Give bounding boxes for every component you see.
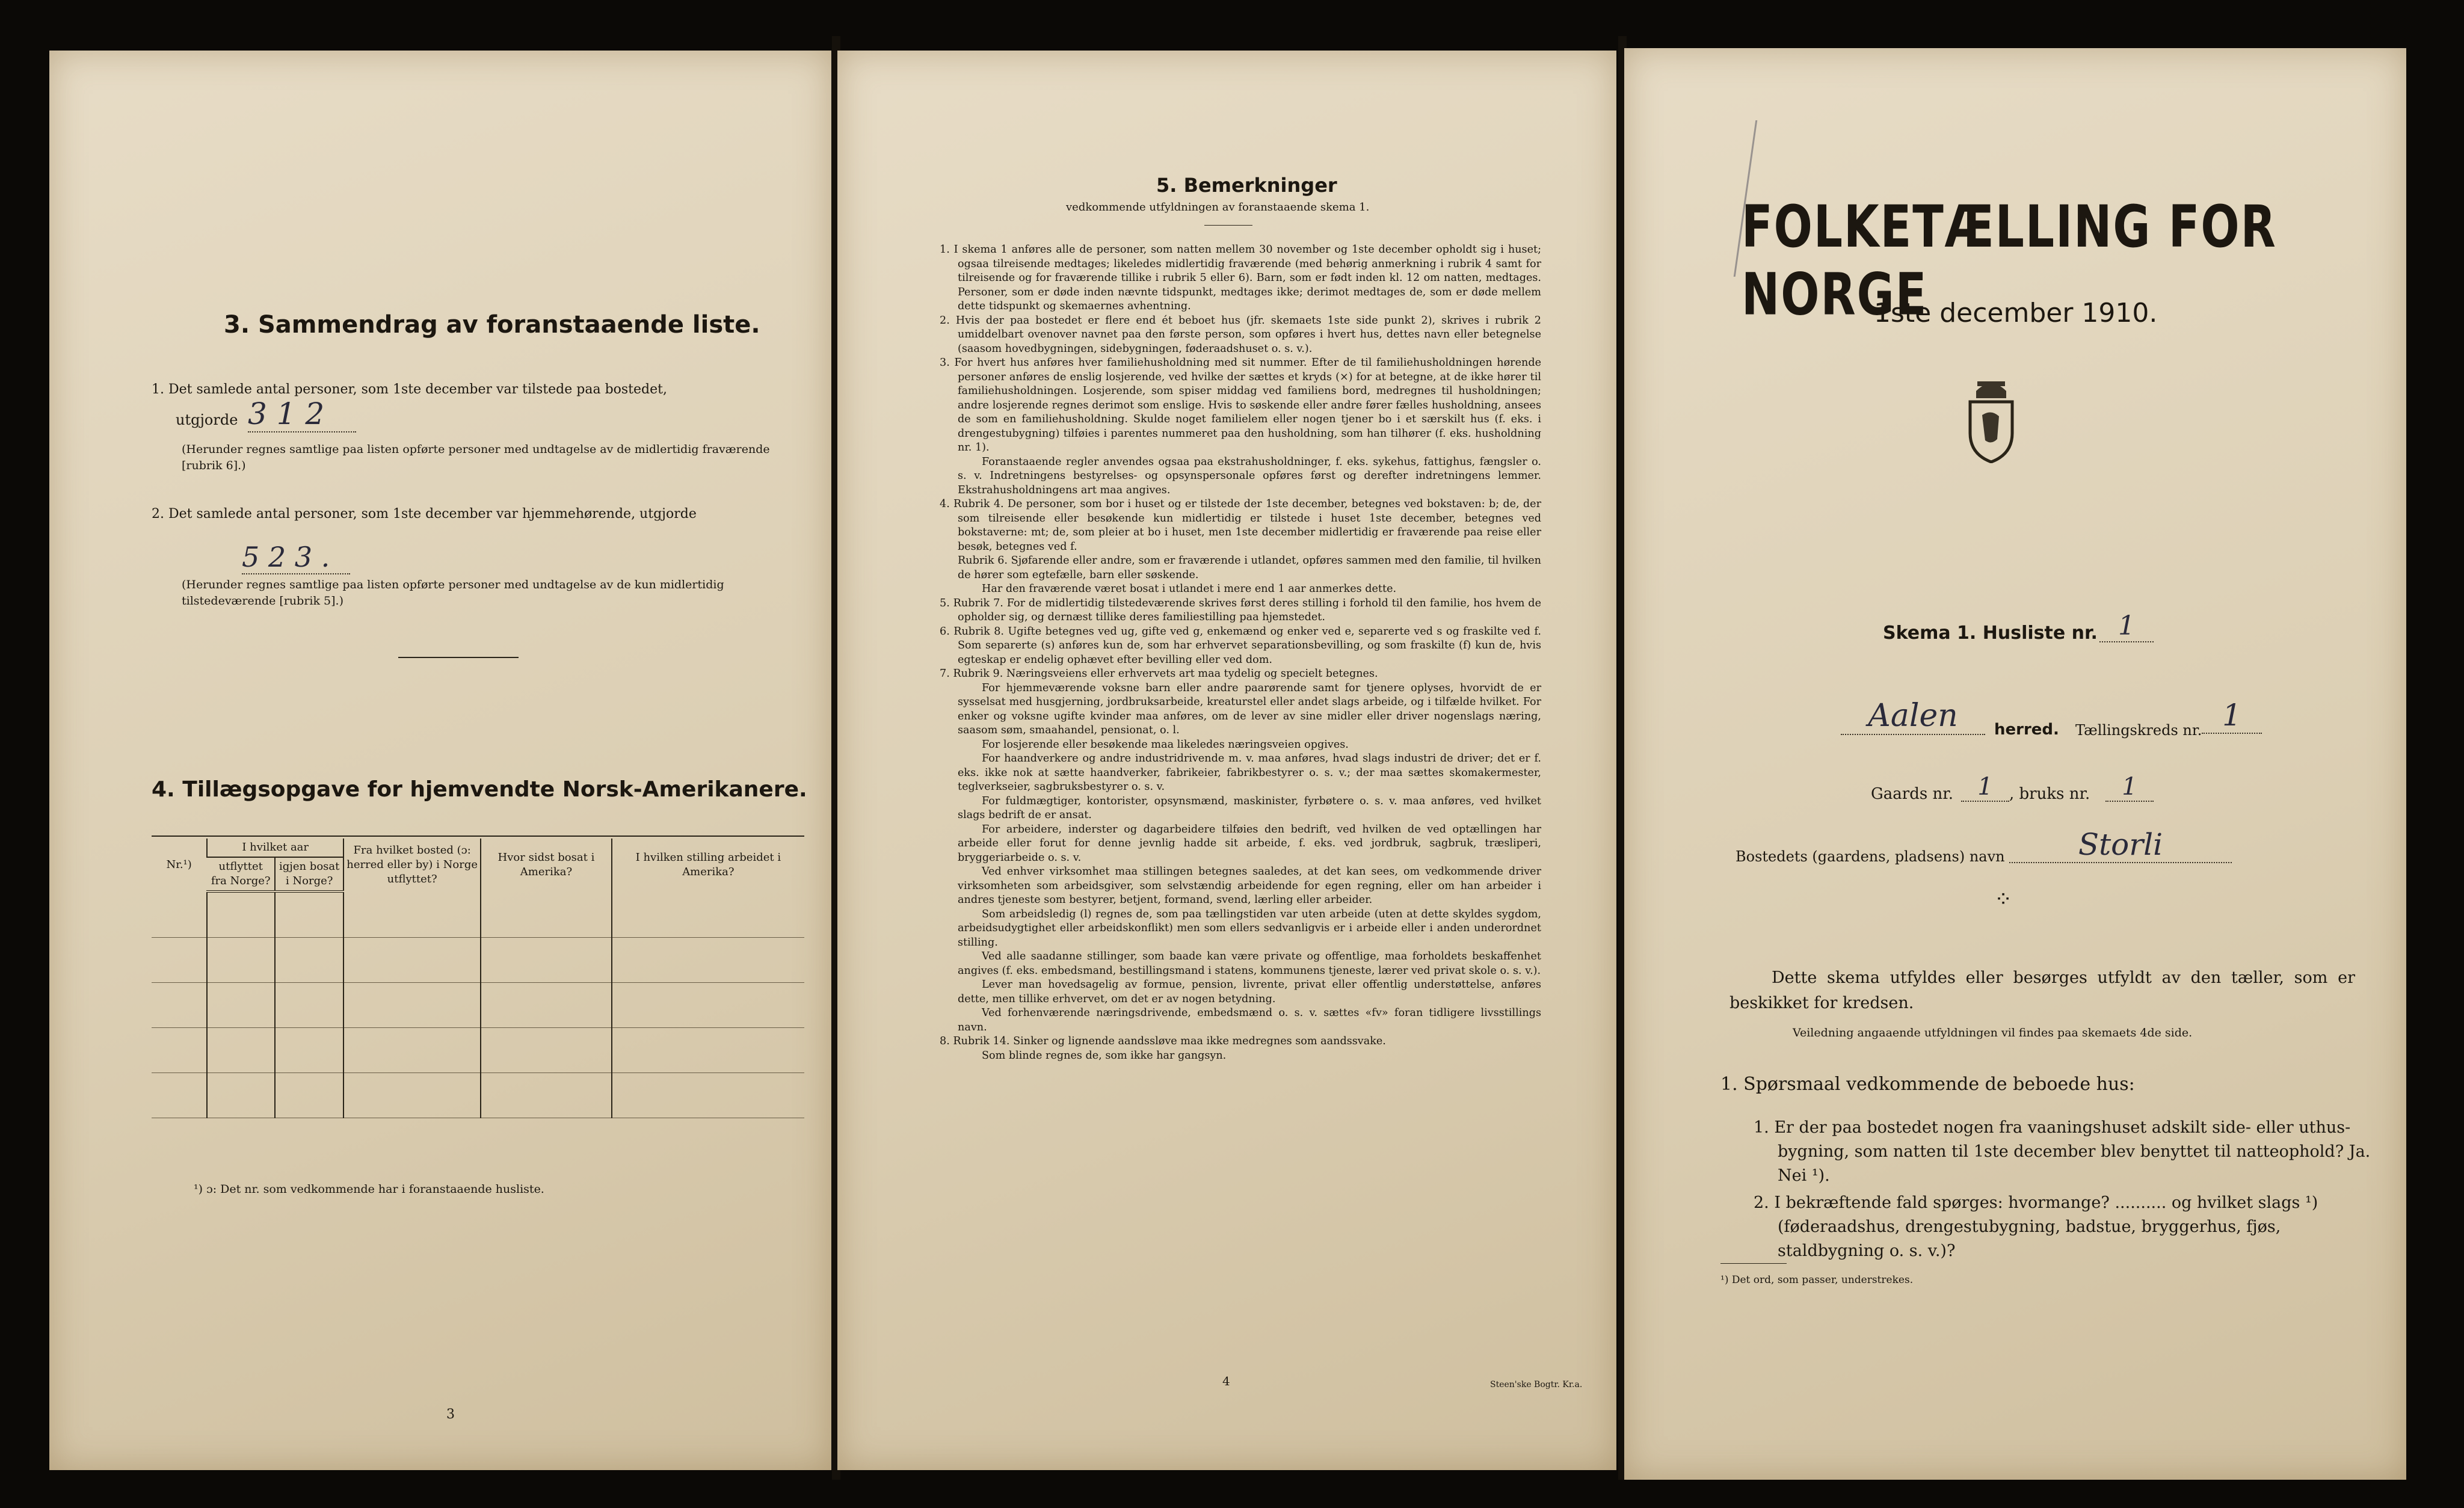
q2-note: (Herunder regnes samtlige paa listen opførte personer med undtagelse av de kun midlertidig tilstedeværende [rubrik 5].) bbox=[182, 578, 724, 608]
note-7h: Ved alle saadanne stillinger, som baade kan være private og offentlige, maa forholdets beskaffenhet angives (f. eks. embedsmand, bestillingsmand i statens, kommunens tjeneste, lærer ved privat skole o. s. v.). bbox=[958, 950, 1541, 977]
page-number-3: 3 bbox=[446, 1407, 455, 1422]
note-8b: Som blinde regnes de, som ikke har gangsyn. bbox=[982, 1049, 1227, 1062]
table-row bbox=[152, 983, 804, 1028]
note-7j: Ved forhenværende næringsdrivende, embedsmænd o. s. v. sættes «fv» foran tidligere livsstillings navn. bbox=[958, 1007, 1541, 1033]
q1-handwritten-value: 3 1 2 bbox=[248, 396, 356, 432]
bemerkninger-title: 5. Bemerkninger bbox=[1156, 174, 1337, 197]
note-5: 5. Rubrik 7. For de midlertidig tilstedeværende skrives først deres stilling i forhold til den familie, hos hvem de opholder sig, og dernæst tillike deres familiestilling paa hjemstedet. bbox=[940, 597, 1541, 623]
footnote-rule bbox=[1720, 1263, 1787, 1264]
cover-page bbox=[1624, 48, 2406, 1480]
section-3-title: 3. Sammendrag av foranstaaende liste. bbox=[224, 311, 760, 339]
note-3: 3. For hvert hus anføres hver familiehusholdning med sit nummer. Efter de til familiehusholdningen hørende personer anføres de enslig losjerende, ved hvilke der sættes et kryds (×) for at betegne, at de ikke hører til familiehusholdningen. Losjerende, som spiser middag ved familiens bord, medregnes til husholdningen; andre losjerende regnes derimot som enslige. Hvis to søskende eller andre fører fælles husholdning, ansees de som en familiehusholdning. Skulde noget familielem eller nogen tjener bo i et særskilt hus (f. eks. i drengestubygning) tilføies i parentes nummeret paa den husholdning, som han tilhører (f. eks. husholdning nr. 1). bbox=[940, 357, 1541, 454]
table-footnote: ¹) ɔ: Det nr. som vedkommende har i foranstaaende husliste. bbox=[194, 1183, 544, 1196]
table-row bbox=[152, 938, 804, 983]
short-rule bbox=[1204, 225, 1252, 226]
bruks-value: 1 bbox=[2105, 773, 2154, 802]
note-3b: Foranstaaende regler anvendes ogsaa paa ekstrahusholdninger, f. eks. sykehus, fattighus, fængsler o. s. v. Indretningens bestyrelses- og opsynspersonale opføres først og derefter indretningens lemmer. Ekstrahusholdningens art maa angives. bbox=[958, 455, 1541, 496]
col-fra-bosted: Fra hvilket bosted (ɔ: herred eller by) i Norge utflyttet? bbox=[343, 839, 481, 891]
kreds-label: Tællingskreds nr. bbox=[2075, 722, 2202, 739]
question-2: 2. I bekræftende fald spørges: hvormange? .......... og hvilket slags ¹) (føderaadshus, drengestubygning, badstue, bryggerhus, fjøs, staldbygning o. s. v.)? bbox=[1754, 1193, 2318, 1260]
bosted-value: Storli bbox=[2009, 827, 2232, 863]
ornament-icon: ⁘ bbox=[1994, 887, 2013, 912]
skema-label: Skema 1. Husliste nr. bbox=[1883, 623, 2098, 644]
bosted-label: Bostedets (gaardens, pladsens) navn bbox=[1736, 848, 2005, 865]
note-4b: Rubrik 6. Sjøfarende eller andre, som er fraværende i utlandet, opføres sammen med den familie, til hvilken de hører som egtefælle, barn eller søskende. bbox=[958, 555, 1541, 581]
section-4-title: 4. Tillægsopgave for hjemvendte Norsk-Amerikanere. bbox=[152, 777, 807, 802]
cover-title: FOLKETÆLLING FOR NORGE bbox=[1742, 192, 2277, 328]
kreds-value: 1 bbox=[2202, 698, 2262, 734]
q2-handwritten-value: 5 2 3 . bbox=[242, 541, 350, 574]
note-7b: For losjerende eller besøkende maa likeledes næringsveien opgives. bbox=[982, 738, 1349, 751]
table-row bbox=[152, 891, 804, 938]
page-4-bemerkninger bbox=[837, 51, 1616, 1470]
husliste-nr-value: 1 bbox=[2099, 611, 2154, 642]
note-7: 7. Rubrik 9. Næringsveiens eller erhvervets art maa tydelig og specielt betegnes. bbox=[940, 668, 1378, 680]
note-7c: For haandverkere og andre industridrivende m. v. maa anføres, hvad slags industri de driver; det er f. eks. ikke nok at sætte haandverker, fabrikeier, fabrikbestyrer o. s. v.; der maa sættes skomakermester, teglverkseier, sagbruksbestyrer o. s. v. bbox=[958, 752, 1541, 793]
cover-intro: Dette skema utfyldes eller besørges utfyldt av den tæller, som er beskikket for kredsen. bbox=[1729, 968, 2355, 1012]
cover-date: 1ste december 1910. bbox=[1874, 298, 2158, 328]
col-sidst-bosat: Hvor sidst bosat i Amerika? bbox=[481, 839, 612, 891]
note-4: 4. Rubrik 4. De personer, som bor i huset og er tilstede der 1ste december, betegnes ved bokstaven: b; de, der som tilreisende eller besøkende kun midlertidig er tilstede i huset 1ste december, betegnes ved bokstaverne: mt; de, som pleier at bo i huset, men 1ste december midlertidig er fraværende paa reise eller besøk, betegnes ved f. bbox=[940, 498, 1541, 553]
note-7f: Ved enhver virksomhet maa stillingen betegnes saaledes, at det kan sees, om vedkommende driver virksomheten som arbeidsgiver, som selvstændig arbeidende for egen regning, eller om han arbeider i andres tjeneste som bestyrer, betjent, formand, svend, lærling eller arbeider. bbox=[958, 866, 1541, 906]
col-bosat: igjen bosat i Norge? bbox=[275, 857, 343, 891]
bemerkninger-body bbox=[940, 243, 1541, 1063]
bemerkninger-subtitle: vedkommende utfyldningen av foranstaaende skema 1. bbox=[1066, 201, 1370, 214]
herred-value: Aalen bbox=[1841, 698, 1985, 735]
note-7g: Som arbeidsledig (l) regnes de, som paa tællingstiden var uten arbeide (uten at dette skyldes sygdom, arbeidsudygtighet eller arbeidskonflikt) men som ellers sedvanligvis er i arbeide eller i anden underordnet stilling. bbox=[958, 908, 1541, 949]
note-7d: For fuldmægtiger, kontorister, opsynsmænd, maskinister, fyrbøtere o. s. v. maa anføres, ved hvilket slags bedrift de er ansat. bbox=[958, 795, 1541, 821]
page-3-summary bbox=[49, 51, 831, 1470]
cover-footnote: ¹) Det ord, som passer, understrekes. bbox=[1720, 1274, 1914, 1286]
q1-text: 1. Det samlede antal personer, som 1ste december var tilstede paa bostedet, bbox=[152, 382, 667, 397]
note-7a: For hjemmeværende voksne barn eller andre paarørende samt for tjenere oplyses, hvorvidt de er sysselsat med husgjerning, jordbruksarbeide, kreaturstel eller andet slags arbeide, og i tilfælde hvilket. For enker og voksne ugifte kvinder maa anføres, om de lever av sine midler eller driver nogenslags næring, saasom søm, smaahandel, pensionat, o. l. bbox=[958, 682, 1541, 736]
bruks-label: , bruks nr. bbox=[2009, 785, 2090, 803]
note-7i: Lever man hovedsagelig av formue, pension, livrente, privat eller offentlig understøttelse, anføres dette, men tillike erhvervet, om det er av nogen betydning. bbox=[958, 979, 1541, 1005]
table-row bbox=[152, 1073, 804, 1118]
note-8: 8. Rubrik 14. Sinker og lignende aandssløve maa ikke medregnes som aandssvake. bbox=[940, 1035, 1386, 1047]
col-utflyttet: utflyttet fra Norge? bbox=[207, 857, 275, 891]
note-6: 6. Rubrik 8. Ugifte betegnes ved ug, gifte ved g, enkemænd og enker ved e, separerte ved s og fraskilte ved f. Som separerte (s) anføres kun de, som har erhvervet separationsbevilling, og som fraskilte (f) kun de, hvis egteskap er endelig ophævet efter bevilling eller ved dom. bbox=[940, 625, 1541, 666]
note-4c: Har den fraværende været bosat i utlandet i mere end 1 aar anmerkes dette. bbox=[982, 583, 1397, 595]
gaards-value: 1 bbox=[1961, 773, 2009, 802]
q1-utgjorde: utgjorde bbox=[176, 411, 238, 428]
note-2: 2. Hvis der paa bostedet er flere end ét beboet hus (jfr. skemaets 1ste side punkt 2), skrives i rubrik 2 umiddelbart ovenover navnet paa den første person, som opføres i hvert hus, dettes navn eller betegnelse (saasom hovedbygningen, sidebygningen, føderaadshuset o. s. v.). bbox=[940, 314, 1541, 355]
table-top-rule bbox=[152, 836, 804, 837]
note-1: 1. I skema 1 anføres alle de personer, som natten mellem 30 november og 1ste december opholdt sig i huset; ogsaa tilreisende medtages; likeledes midlertidig fraværende (med behørig anmerkning i rubrik 4 samt for tilreisende og for fraværende tillike i rubrik 5 eller 6). Barn, som er født inden kl. 12 om natten, medtages. Personer, som er døde inden nævnte tidspunkt, medtages ikke; derimot medtages de, som er døde mellem dette tidspunkt og skemaernes avhentning. bbox=[940, 244, 1541, 312]
q2-text: 2. Det samlede antal personer, som 1ste december var hjemmehørende, utgjorde bbox=[152, 506, 697, 522]
question-heading: 1. Spørsmaal vedkommende de beboede hus: bbox=[1720, 1074, 2135, 1095]
norsk-amerikaner-table bbox=[152, 839, 804, 1118]
col-group-year: I hvilket aar bbox=[207, 839, 343, 857]
cover-intro-sub: Veiledning angaaende utfyldningen vil findes paa skemaets 4de side. bbox=[1793, 1026, 2193, 1039]
gaards-label: Gaards nr. bbox=[1871, 785, 1954, 803]
q1-note: (Herunder regnes samtlige paa listen opførte personer med undtagelse av de midlertidig fraværende [rubrik 6].) bbox=[182, 443, 770, 472]
col-stilling: I hvilken stilling arbeidet i Amerika? bbox=[612, 839, 804, 891]
col-nr: Nr.¹) bbox=[166, 858, 192, 871]
printer-mark: Steen'ske Bogtr. Kr.a. bbox=[1490, 1380, 1583, 1390]
table-row bbox=[152, 1028, 804, 1073]
herred-label: herred. bbox=[1994, 721, 2059, 739]
page-number-4: 4 bbox=[1222, 1374, 1230, 1388]
note-7e: For arbeidere, inderster og dagarbeidere tilføies den bedrift, ved hvilken de ved optællingen har arbeide eller forut for denne jevnlig hadde sit arbeide, f. eks. ved jordbruk, sagbruk, træsliperi, bryggeriarbeide o. s. v. bbox=[958, 823, 1541, 864]
question-1: 1. Er der paa bostedet nogen fra vaaningshuset adskilt side- eller uthus-bygning, som natten til 1ste december blev benyttet til natteophold? Ja. Nei ¹). bbox=[1754, 1118, 2371, 1185]
divider bbox=[398, 657, 519, 658]
norwegian-coat-of-arms-icon bbox=[1964, 373, 2018, 463]
